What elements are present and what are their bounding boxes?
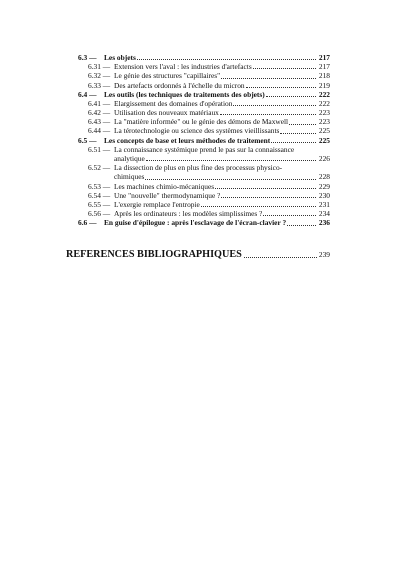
toc-title: Extension vers l'aval : les industries d'artefacts xyxy=(114,62,252,72)
toc-subsection-row xyxy=(78,99,330,108)
toc-section-row: 6.4 — Les outils (les techniques de traitements des objets) 222 xyxy=(78,89,330,99)
toc-title: Une "nouvelle" thermodynamique ? xyxy=(114,190,221,200)
toc-title: Le génie des structures "capillaires" xyxy=(114,71,221,81)
toc-subsection-row xyxy=(78,62,330,71)
toc-title: Les objets xyxy=(104,52,136,62)
toc-page-number: 231 xyxy=(318,199,330,209)
toc-number: 6.42 — xyxy=(88,108,111,118)
toc-number: 6.54 — xyxy=(88,190,111,200)
toc-section-row: 6.6 — En guise d'épilogue : après l'esclavage de l'écran-clavier ? 236 xyxy=(78,218,330,228)
toc-title: L'exergie remplace l'entropie xyxy=(114,199,200,209)
toc-number: 6.52 — xyxy=(88,163,111,173)
toc-title: analytique xyxy=(114,154,145,164)
toc-subsection-row xyxy=(78,71,330,80)
toc-page-number: 223 xyxy=(318,108,330,118)
toc-number: 6.41 — xyxy=(88,98,111,108)
toc-subsection-row xyxy=(78,200,330,209)
toc-page-number: 230 xyxy=(318,190,330,200)
toc-section-row: 6.3 — Les objets 217 xyxy=(78,52,330,62)
dot-leader xyxy=(145,179,316,180)
toc-title: Elargissement des domaines d'opération xyxy=(114,98,233,108)
dot-leader xyxy=(137,59,316,60)
toc-number: 6.56 — xyxy=(88,209,111,219)
dot-leader xyxy=(244,257,317,258)
toc-page-number: 219 xyxy=(318,80,330,90)
toc-page-number: 223 xyxy=(318,117,330,127)
dot-leader xyxy=(280,133,316,134)
references-title: REFERENCES BIBLIOGRAPHIQUES xyxy=(66,249,242,260)
toc-number: 6.33 — xyxy=(88,80,111,90)
dot-leader xyxy=(201,206,316,207)
toc-page-number: 217 xyxy=(318,62,330,72)
toc-section-row: 6.5 — Les concepts de base et leurs méthodes de traitement 225 xyxy=(78,135,330,145)
toc-title: La térotechnologie ou science des systèmes vieillissants xyxy=(114,126,280,136)
dot-leader xyxy=(246,87,316,88)
table-of-contents xyxy=(78,53,330,228)
toc-title: Les concepts de base et leurs méthodes de traitement xyxy=(104,135,271,145)
dot-leader xyxy=(287,225,316,226)
dot-leader xyxy=(253,68,316,69)
toc-page-number: 225 xyxy=(318,126,330,136)
dot-leader xyxy=(271,142,316,143)
toc-page-number: 234 xyxy=(318,209,330,219)
toc-subsection-row xyxy=(78,81,330,90)
toc-number: 6.53 — xyxy=(88,181,111,191)
toc-subsection-row xyxy=(78,163,330,172)
dot-leader xyxy=(215,188,316,189)
toc-number: 6.51 — xyxy=(88,144,111,154)
toc-title: La connaissance systémique prend le pas sur la connaissance xyxy=(114,144,295,154)
toc-page-number: 217 xyxy=(318,52,330,62)
toc-number: 6.44 — xyxy=(88,126,111,136)
references-page: 239 xyxy=(318,250,330,259)
toc-title: La dissection de plus en plus fine des processus physico- xyxy=(114,163,283,173)
toc-subsection-row xyxy=(78,108,330,117)
toc-page-number: 236 xyxy=(318,218,330,228)
toc-title: Les outils (les techniques de traitements des objets) xyxy=(104,89,265,99)
toc-page-number: 229 xyxy=(318,181,330,191)
toc-subsection-row xyxy=(78,209,330,218)
toc-title: Après les ordinateurs : les modèles simplissimes ? xyxy=(114,209,263,219)
toc-title: Les machines chimio-mécaniques xyxy=(114,181,215,191)
toc-subsection-row xyxy=(78,117,330,126)
toc-number: 6.32 — xyxy=(88,71,111,81)
toc-page-number: 222 xyxy=(318,98,330,108)
toc-number: 6.55 — xyxy=(88,199,111,209)
toc-page-number: 225 xyxy=(318,135,330,145)
toc-title: chimiques xyxy=(114,172,145,182)
dot-leader xyxy=(266,96,316,97)
toc-title: En guise d'épilogue : après l'esclavage de l'écran-clavier ? xyxy=(104,218,287,228)
toc-page-number: 226 xyxy=(318,154,330,164)
dot-leader xyxy=(221,197,316,198)
dot-leader xyxy=(263,215,316,216)
dot-leader xyxy=(289,124,316,125)
dot-leader xyxy=(220,114,316,115)
toc-subsection-row xyxy=(78,182,330,191)
dot-leader xyxy=(233,105,316,106)
toc-page-number: 218 xyxy=(318,71,330,81)
toc-title: Utilisation des nouveaux matériaux xyxy=(114,108,219,118)
toc-subsection-row xyxy=(78,172,330,181)
dot-leader xyxy=(146,160,316,161)
toc-page-number: 222 xyxy=(318,89,330,99)
toc-title: La "matière informée" ou le génie des démons de Maxwell xyxy=(114,117,289,127)
references-entry xyxy=(66,249,330,261)
toc-title: Des artefacts ordonnés à l'échelle du micron xyxy=(114,80,245,90)
dot-leader xyxy=(221,78,316,79)
toc-number: 6.31 — xyxy=(88,62,111,72)
toc-subsection-row xyxy=(78,191,330,200)
toc-number: 6.43 — xyxy=(88,117,111,127)
toc-page-number: 228 xyxy=(318,172,330,182)
toc-subsection-row xyxy=(78,127,330,136)
toc-subsection-row xyxy=(78,154,330,163)
toc-subsection-row xyxy=(78,145,330,154)
